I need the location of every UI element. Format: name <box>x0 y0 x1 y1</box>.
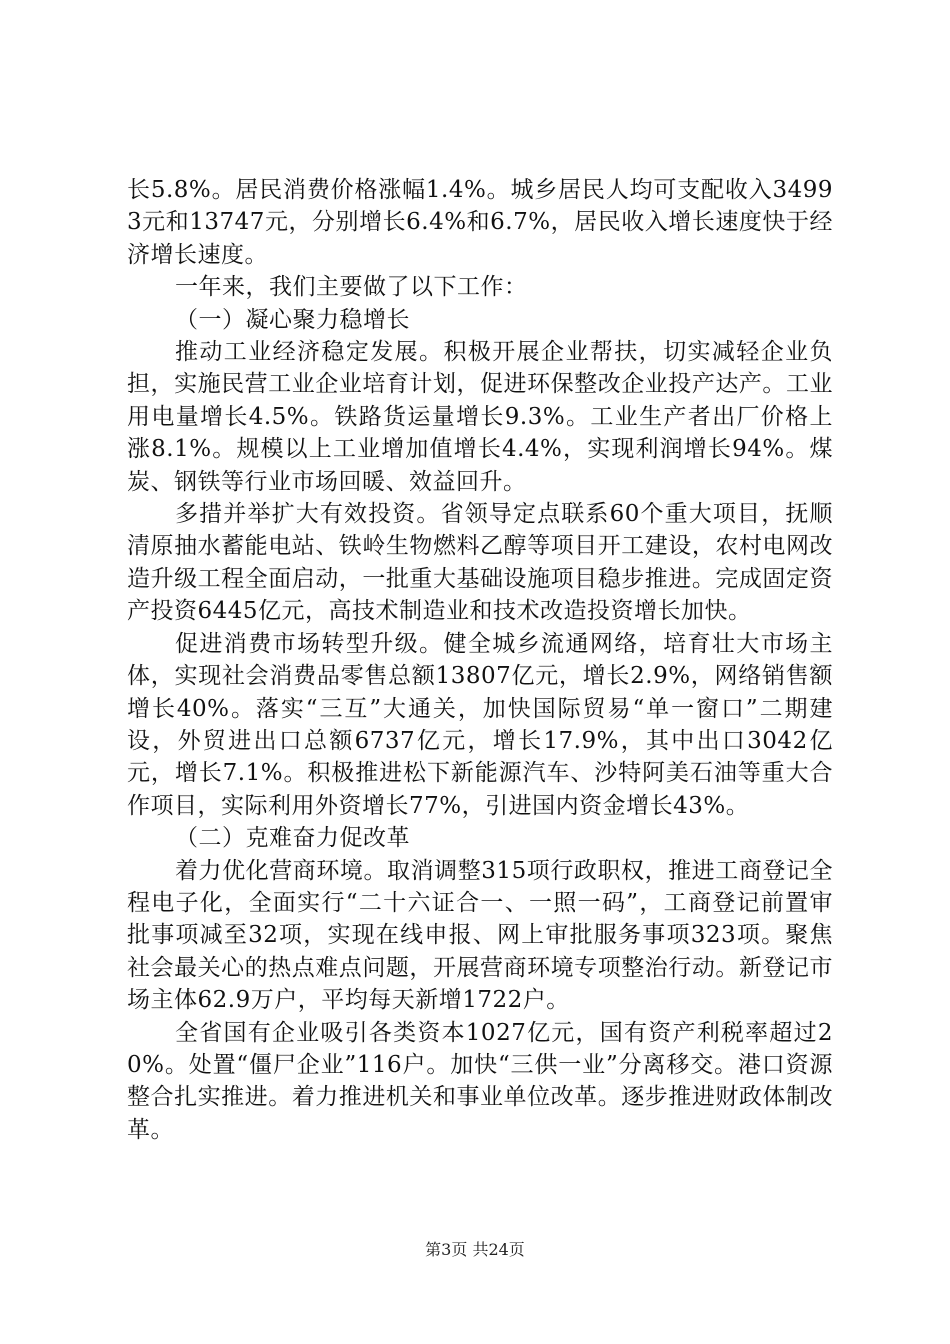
section-heading-1: （一）凝心聚力稳增长 <box>175 306 410 333</box>
paragraph-business-environment: 着力优化营商环境。取消调整315项行政职权，推进工商登记全程电子化，全面实行“二十六证合一、一照一码”，工商登记前置审批事项减至32项，实现在线申报、网上审批服务事项323项。聚焦社会最关心的热点难点问题，开展营商环境专项整治行动。新登记市场主体62.9万户，平均每天新增1722户。 <box>127 857 833 1014</box>
paragraph-industry: 推动工业经济稳定发展。积极开展企业帮扶，切实减轻企业负担，实施民营工业企业培育计划，促进环保整改企业投产达产。工业用电量增长4.5%。铁路货运量增长9.3%。工业生产者出厂价格上涨8.1%。规模以上工业增加值增长4.4%，实现利润增长94%。煤炭、钢铁等行业市场回暖、效益回升。 <box>127 339 833 495</box>
document-body <box>127 174 833 1146</box>
paragraph-investment: 多措并举扩大有效投资。省领导定点联系60个重大项目，抚顺清原抽水蓄能电站、铁岭生物燃料乙醇等项目开工建设，农村电网改造升级工程全面启动，一批重大基础设施项目稳步推进。完成固定资产投资6445亿元，高技术制造业和技术改造投资增长加快。 <box>127 501 833 625</box>
paragraph-consumption: 促进消费市场转型升级。健全城乡流通网络，培育壮大市场主体，实现社会消费品零售总额13807亿元，增长2.9%，网络销售额增长40%。落实“三互”大通关，加快国际贸易“单一窗口”二期建设，外贸进出口总额6737亿元，增长17.9%，其中出口3042亿元，增长7.1%。积极推进松下新能源汽车、沙特阿美石油等重大合作项目，实际利用外资增长77%，引进国内资金增长43%。 <box>127 630 833 819</box>
paragraph-state-enterprises: 全省国有企业吸引各类资本1027亿元，国有资产利税率超过20%。处置“僵尸企业”116户。加快“三供一业”分离移交。港口资源整合扎实推进。着力推进机关和事业单位改革。逐步推进财政体制改革。 <box>127 1019 833 1143</box>
page-number-footer: 第3页 共24页 <box>425 1240 525 1259</box>
section-heading-2: （二）克难奋力促改革 <box>175 825 410 852</box>
paragraph-continuation: 长5.8%。居民消费价格涨幅1.4%。城乡居民人均可支配收入34993元和13747元，分别增长6.4%和6.7%，居民收入增长速度快于经济增长速度。 <box>127 177 833 268</box>
paragraph-intro: 一年来，我们主要做了以下工作： <box>175 274 528 301</box>
